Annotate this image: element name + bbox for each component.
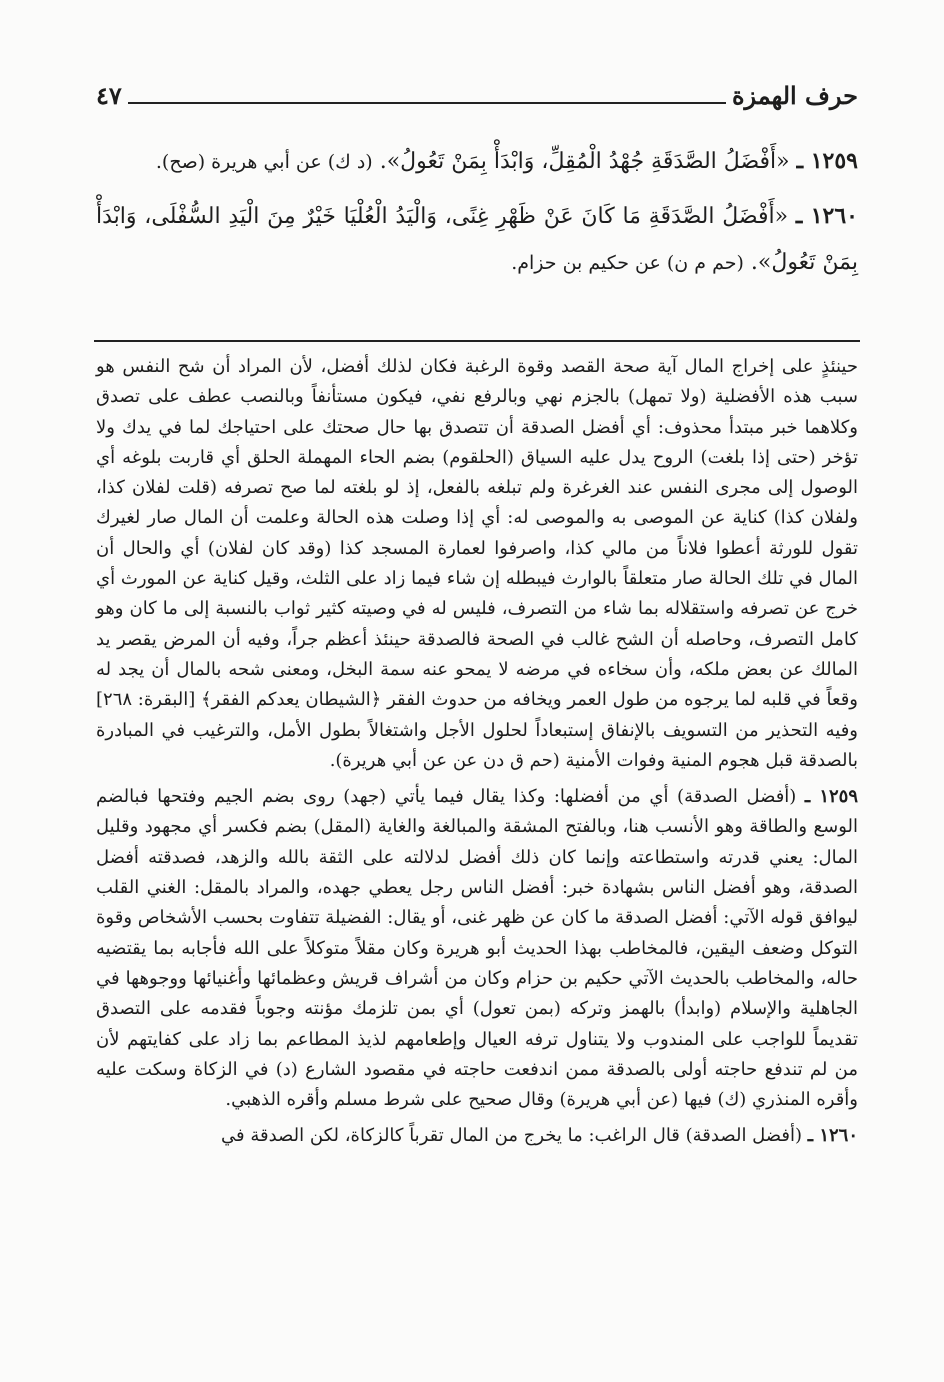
hadith-source: (د ك) عن أبي هريرة (صح). <box>155 151 373 173</box>
page-header <box>96 78 858 108</box>
entry-number: ١٢٦٠ ـ <box>807 1125 858 1147</box>
hadith-section <box>96 138 858 294</box>
commentary-continuation: حينئذٍ على إخراج المال آية صحة القصد وقوة الرغبة فكان لذلك أفضل، لأن المراد أن شح النفس هو سبب هذه الأفضلية (ولا تمهل) بالجزم نهي وبالرفع نفي، فيكون مستأنفاً وبالنصب عطف على تصدق وكلاهما خبر مبتدأ محذوف: أي أفضل الصدقة أن تتصدق بها حال صحتك على احتياجك لما في يدك ولا تؤخر (حتى إذا بلغت) الروح يدل عليه السياق (الحلقوم) بضم الحاء المهملة الحلق أي قاربت بلوغه أي الوصول إلى مجرى النفس عند الغرغرة ولم تبلغه بالفعل، إذ لو بلغته لما صح تصرفه (قلت لفلان كذا، ولفلان كذا) كناية عن الموصى به والموصى له: أي إذا وصلت هذه الحالة وعلمت أن المال صار لغيرك تقول للورثة أعطوا فلاناً من مالي كذا، واصرفوا لعمارة المسجد كذا (وقد كان لفلان) أي والحال أن المال في تلك الحالة صار متعلقاً بالوارث فيبطله إن شاء فيما زاد على الثلث، وقيل كناية عن المورث أي خرج عن تصرفه واستقلاله بما شاء من التصرف، فليس له في وصيته كثير ثواب بالنسبة إلى ما كان وهو كامل التصرف، وحاصله أن الشح غالب في الصحة فالصدقة حينئذ أعظم جراً، وفيه أن المرض يقصر يد المالك عن بعض ملكه، وأن سخاءه في مرضه لا يمحو عنه سمة البخل، ومعنى شحه بالمال أن يجد له وقعاً في قلبه لما يرجوه من طول العمر ويخافه من حدوث الفقر ﴿الشيطان يعدكم الفقر﴾ [البقرة: ٢٦٨] وفيه التحذير من التسويف بالإنفاق إستبعاداً لحلول الأجل واشتغالاً بطول الأمل، والترغيب في المبادرة بالصدقة قبل هجوم المنية وفوات الأمنية (حم ق دن عن عن أبي هريرة). <box>96 356 858 771</box>
chapter-title: حرف الهمزة <box>731 81 858 110</box>
commentary-1259 <box>96 782 858 1115</box>
hadith-text: «أَفْضَلُ الصَّدَقَةِ جُهْدُ الْمُقِلِّ، وَابْدَأْ بِمَنْ تَعُولُ». <box>379 149 790 174</box>
entry-number: ١٢٥٩ ـ <box>804 786 858 808</box>
header-rule <box>128 102 726 104</box>
commentary-1260 <box>96 1121 858 1151</box>
hadith-1260 <box>96 193 858 286</box>
commentary-section <box>96 352 858 1152</box>
hadith-number: ١٢٦٠ ـ <box>795 203 858 229</box>
entry-text: (أفضل الصدقة) أي من أفضلها: وكذا يقال فيما يأتي (جهد) روى بضم الجيم وفتحها فبالضم الوسع والطاقة وهو الأنسب هنا، وبالفتح المشقة والمبالغة والغاية (المقل) بضم فكسر أي مجهود وقليل المال: يعني قدرته واستطاعته وإنما كان ذلك أفضل لدلالته على الثقة بالله والزهد، فصدقته أفضل الصدقة، وهو أفضل الناس بشهادة خبر: أفضل الناس رجل يعطي جهده، والمراد بالمقل: الغني القلب ليوافق قوله الآتي: أفضل الصدقة ما كان عن ظهر غنى، أو يقال: الفضيلة تتفاوت بحسب الأشخاص وقوة التوكل وضعف اليقين، فالمخاطب بهذا الحديث أبو هريرة وكان مقلاً متوكلاً على الله فأجابه بما يقتضيه حاله، والمخاطب بالحديث الآتي حكيم بن حزام وكان من أشراف قريش وعظمائها وأغنيائها ووجوهها في الجاهلية والإسلام (وابدأ) بالهمز وتركه (بمن تعول) أي بمن تلزمك مؤنته وجوباً فقدمه على التصدق تقديماً للواجب على المندوب ولا يتناول ترفه العيال وإطعامهم لذيذ المطاعم بما زاد على كفايتهم لأن من لم تندفع حاجته أولى بالصدقة ممن اندفعت حاجته في مقصود الشارع (د) في الزكاة وسكت عليه وأقره المنذري (ك) فيها (عن أبي هريرة) وقال صحيح على شرط مسلم وأقره الذهبي. <box>96 786 858 1111</box>
hadith-number: ١٢٥٩ ـ <box>796 148 858 174</box>
hadith-1259 <box>96 138 858 185</box>
entry-text: (أفضل الصدقة) قال الراغب: ما يخرج من المال تقرباً كالزكاة، لكن الصدقة في <box>221 1125 803 1147</box>
page-number: ٤٧ <box>96 81 122 110</box>
hadith-text: «أَفْضَلُ الصَّدَقَةِ مَا كَانَ عَنْ ظَهْرِ غِنًى، وَالْيَدُ الْعُلْيَا خَيْرٌ مِنَ الْيَدِ السُّفْلَى، وَابْدَأْ بِمَنْ تَعُولُ». <box>96 204 858 275</box>
hadith-source: (حم م ن) عن حكيم بن حزام. <box>511 252 744 274</box>
footnote-divider <box>94 340 860 342</box>
